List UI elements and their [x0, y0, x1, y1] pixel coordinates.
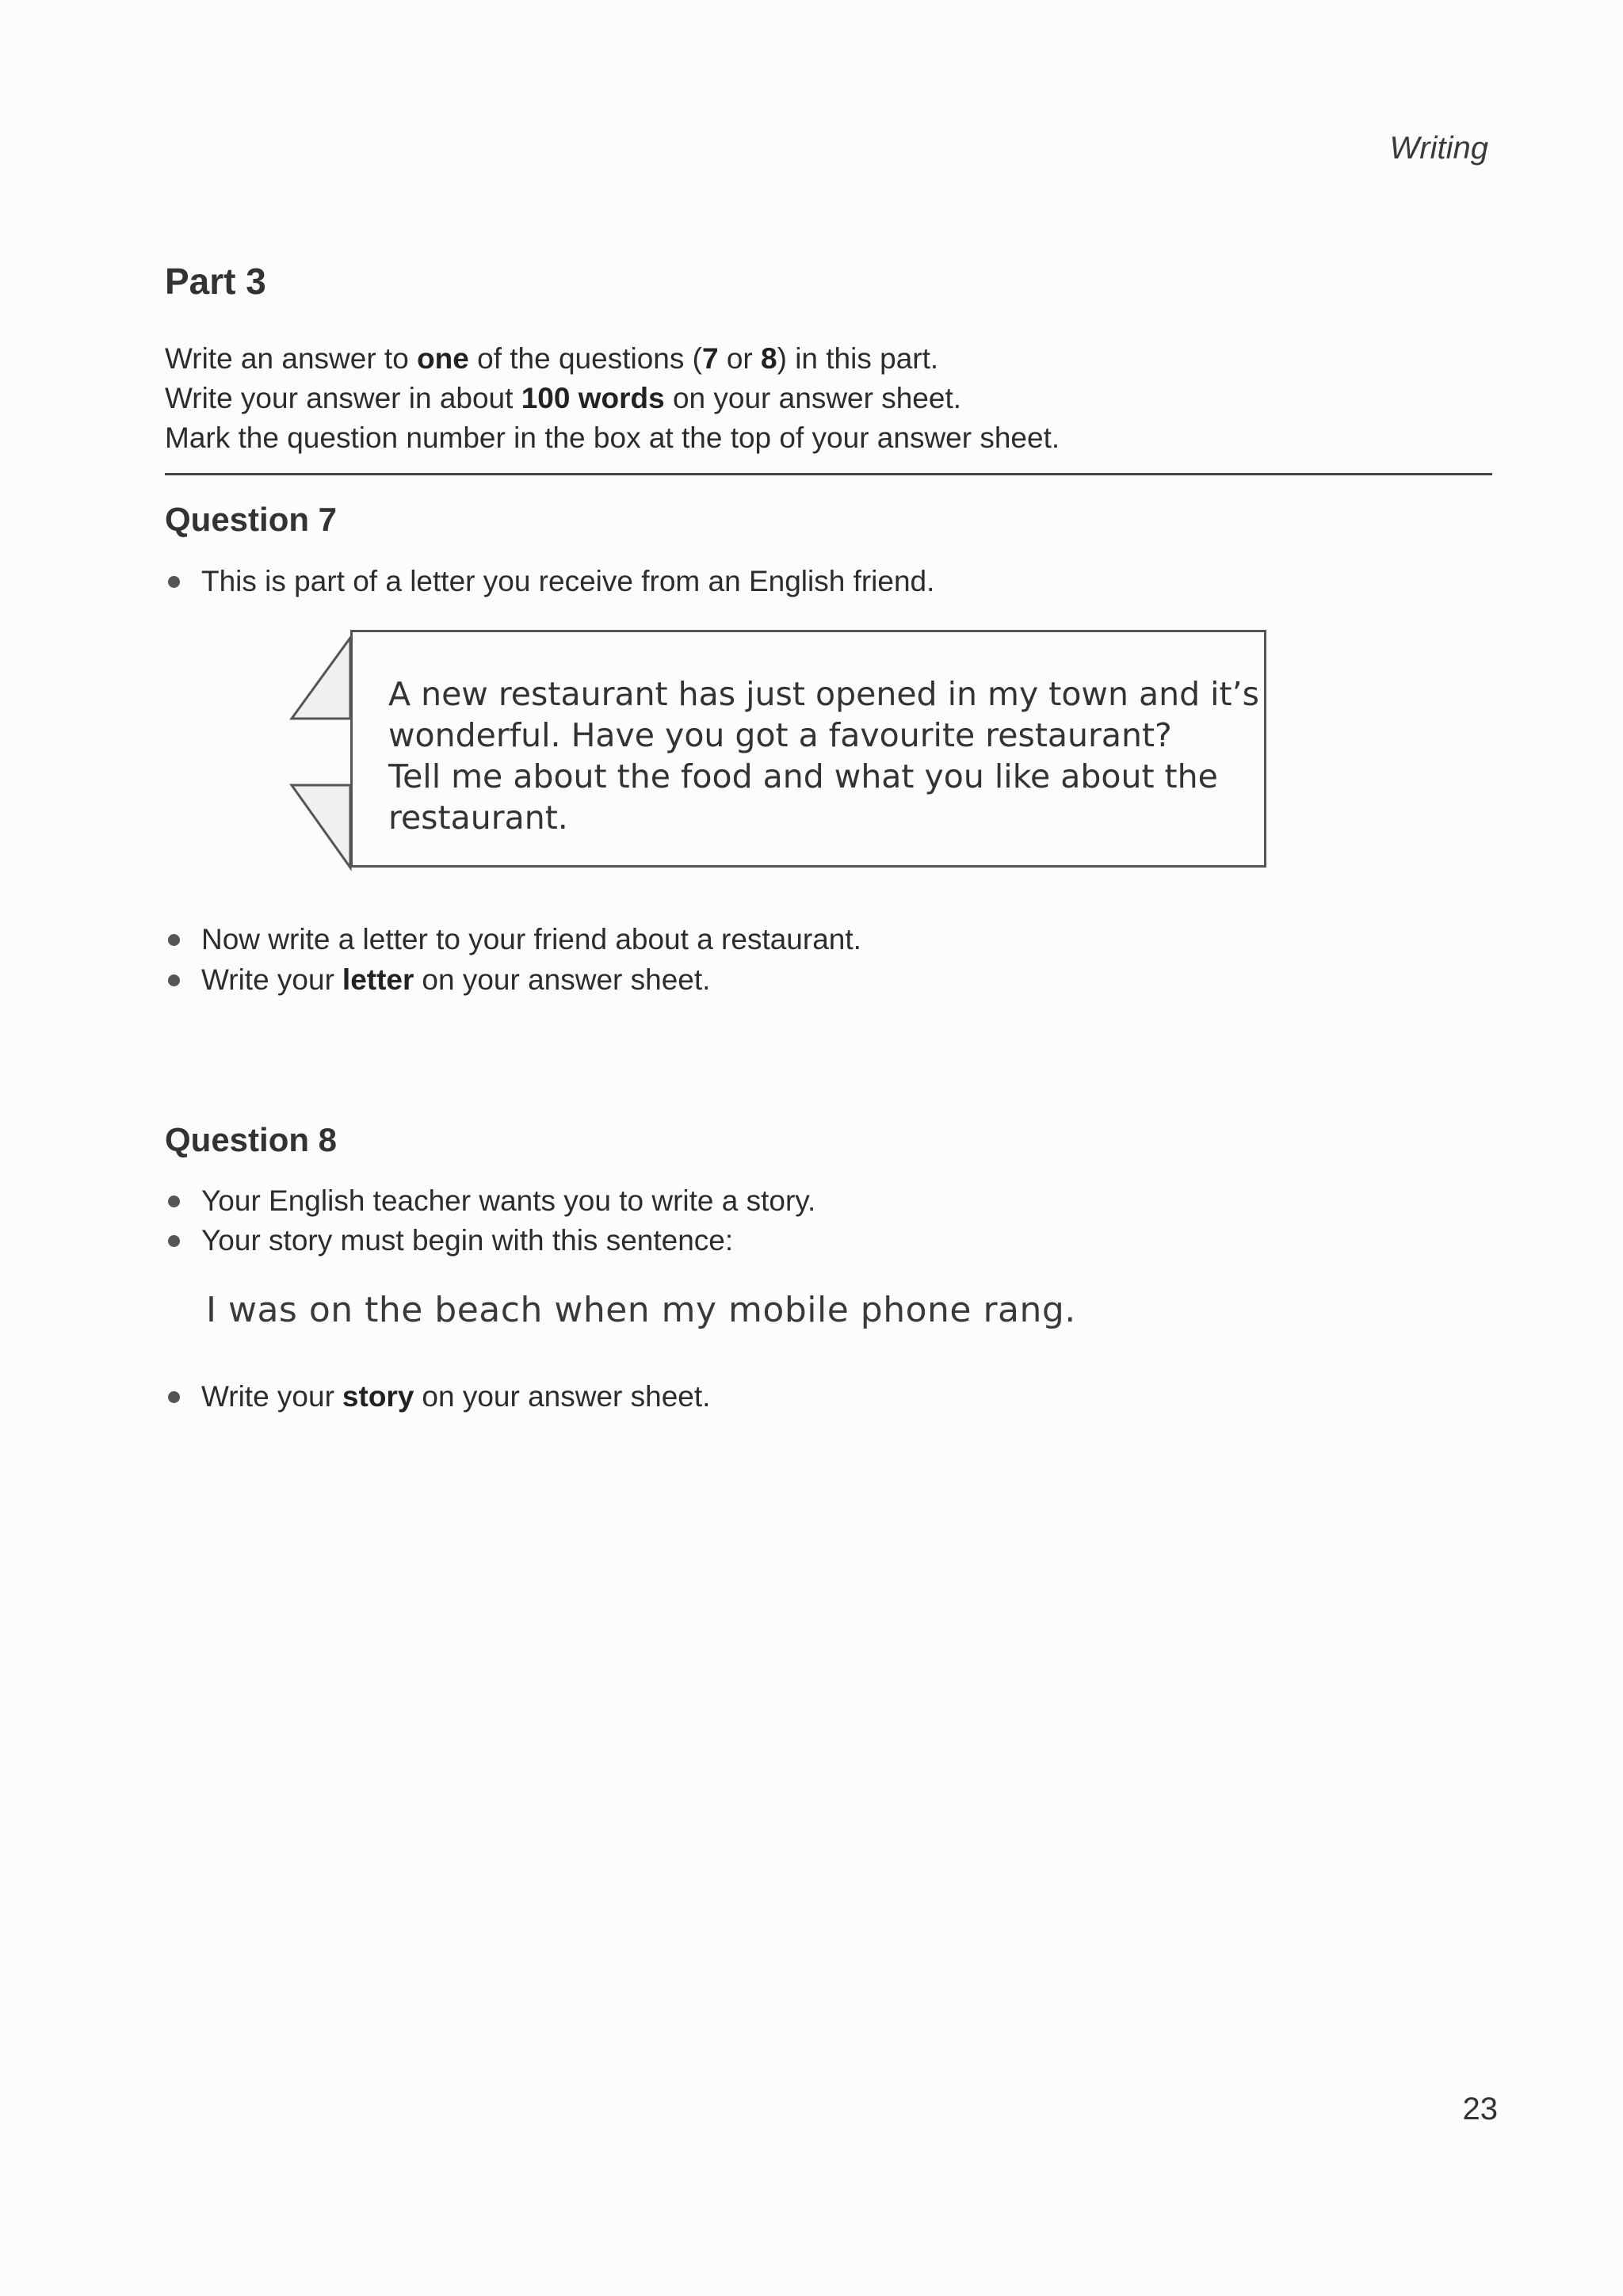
question-7-bullet-2: [165, 923, 861, 956]
question-7-intro-bullet: [165, 565, 934, 598]
letter-line: wonderful. Have you got a favourite restaurant?: [388, 716, 1172, 754]
instruction-text: Mark the question number in the box at the top of your answer sheet.: [165, 421, 1060, 454]
bullet-text: This is part of a letter you receive from an English friend.: [201, 565, 935, 597]
letter-line: restaurant.: [388, 799, 568, 837]
instruction-text: Write an answer to: [165, 342, 418, 375]
bullet-icon: [168, 576, 180, 588]
instruction-bold: one: [417, 342, 469, 375]
section-divider: [165, 473, 1492, 475]
bullet-text: Now write a letter to your friend about a restaurant.: [201, 923, 861, 955]
instruction-text: on your answer sheet.: [664, 382, 962, 414]
ribbon-upper-fold: [292, 638, 350, 719]
bullet-text: Write your: [201, 1380, 334, 1413]
instruction-line-1: [165, 342, 938, 376]
question-8-title: Question 8: [165, 1121, 338, 1158]
bullet-text: Write your: [201, 963, 334, 996]
bullet-bold: letter: [342, 963, 414, 996]
bullet-text: on your answer sheet.: [422, 1380, 711, 1413]
question-8-bullet-2: [165, 1224, 733, 1257]
bullet-icon: [168, 1235, 180, 1247]
question-8-bullet-1: [165, 1184, 815, 1218]
story-opening-sentence: I was on the beach when my mobile phone rang.: [206, 1290, 1076, 1330]
instruction-text: or: [718, 342, 762, 375]
letter-excerpt-text: [388, 673, 1259, 838]
instruction-text: Write your answer in about: [165, 382, 521, 414]
bullet-text: Your story must begin with this sentence:: [201, 1224, 734, 1257]
question-7-bullet-3: [165, 963, 710, 997]
letter-line: Tell me about the food and what you like about the: [388, 757, 1218, 795]
bullet-bold: story: [342, 1380, 414, 1413]
instruction-text: ) in this part.: [777, 342, 939, 375]
bullet-text: Your English teacher wants you to write a story.: [201, 1184, 816, 1217]
instruction-line-2: [165, 382, 961, 415]
letter-excerpt-box: [350, 630, 1266, 868]
instruction-line-3: [165, 421, 1060, 455]
bullet-icon: [168, 974, 180, 986]
bullet-icon: [168, 1196, 180, 1207]
instruction-bold: 100 words: [521, 382, 665, 414]
instruction-bold: 8: [761, 342, 777, 375]
instruction-text: of the questions (: [468, 342, 702, 375]
instruction-bold: 7: [701, 342, 719, 375]
letter-ribbon-icon: [285, 630, 357, 875]
letter-line: A new restaurant has just opened in my town and it’s: [388, 675, 1259, 713]
bullet-text: on your answer sheet.: [422, 963, 711, 996]
bullet-icon: [168, 934, 180, 946]
page-number: 23: [1462, 2092, 1498, 2126]
section-label: Writing: [1389, 131, 1488, 166]
part-title: Part 3: [165, 261, 266, 302]
question-8-bullet-3: [165, 1380, 710, 1413]
bullet-icon: [168, 1391, 180, 1403]
ribbon-lower-fold: [292, 785, 350, 868]
question-7-title: Question 7: [165, 501, 338, 538]
